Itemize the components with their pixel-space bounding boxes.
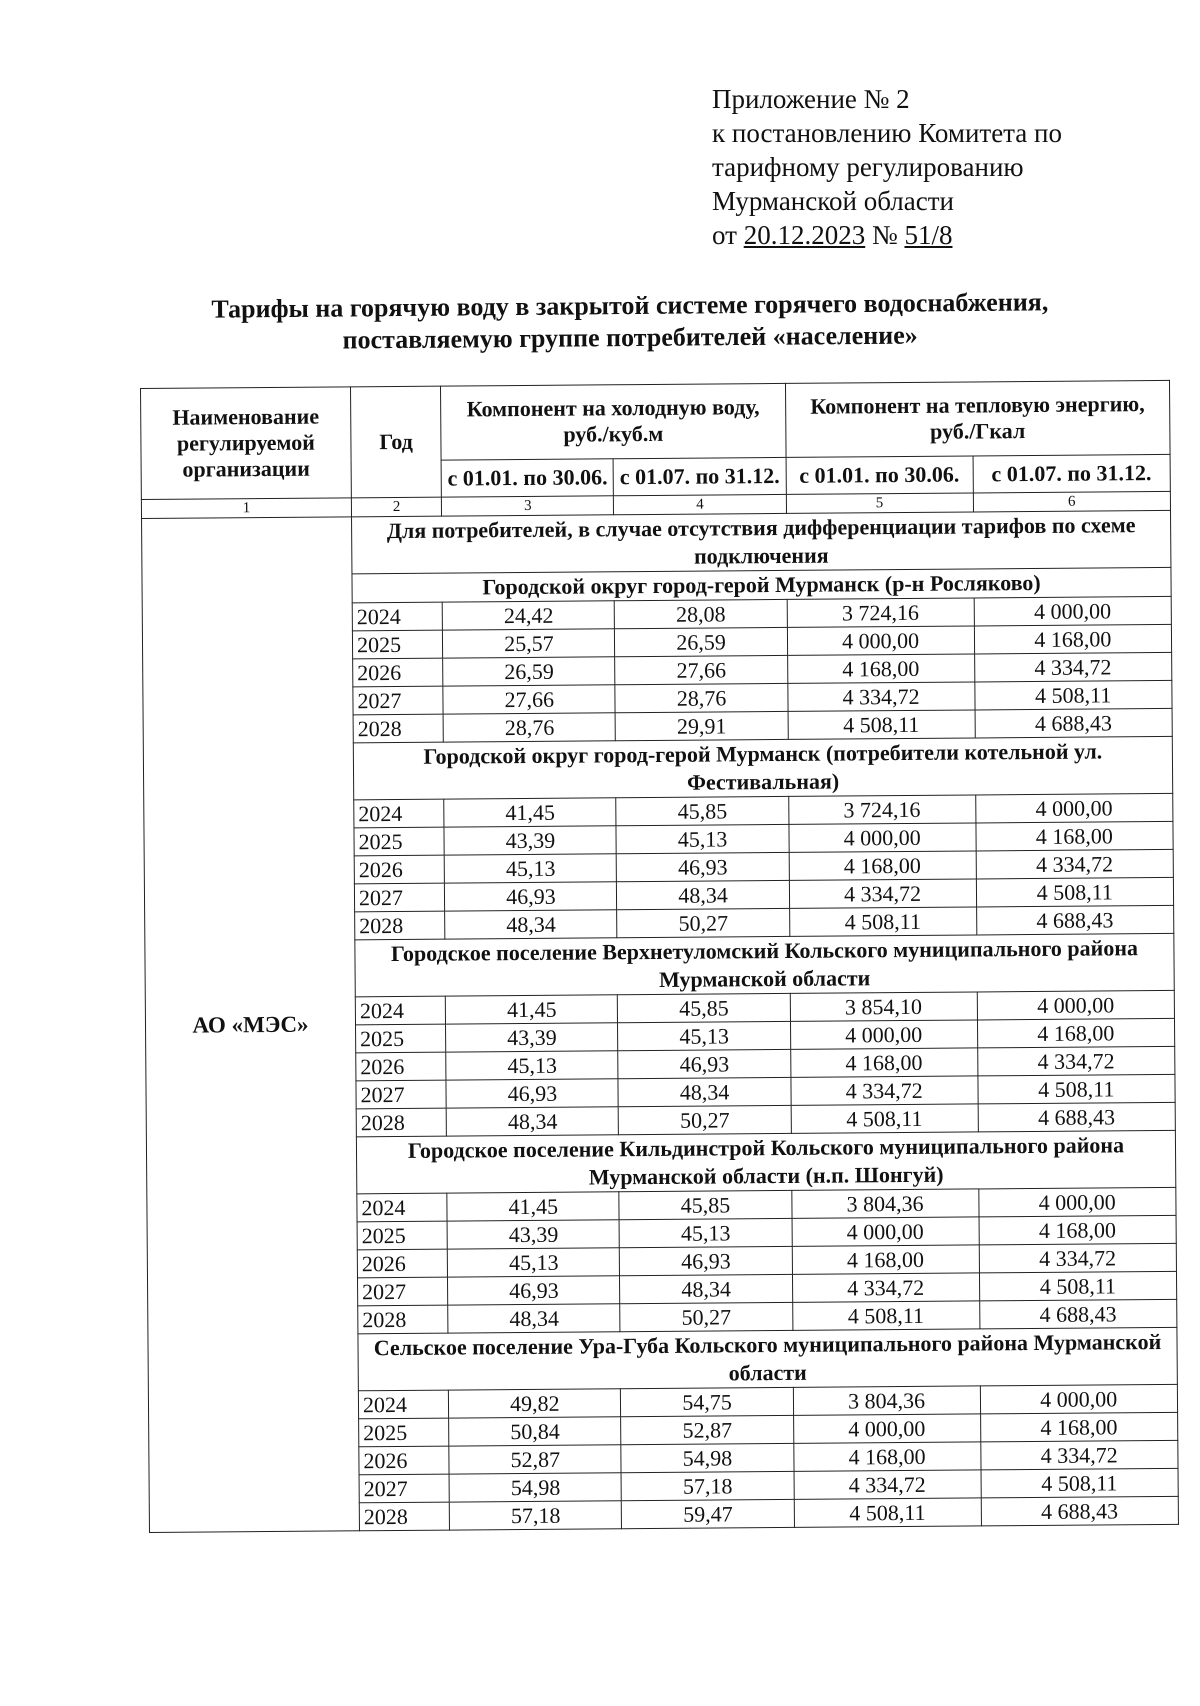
tariff-cell: 4 508,11 [976,877,1174,907]
tariff-cell: 45,13 [616,824,788,853]
tariff-cell: 46,93 [618,1049,790,1078]
tariff-cell: 4 508,11 [792,1301,979,1330]
tariff-cell: 52,87 [449,1445,621,1474]
tariff-cell: 3 854,10 [790,992,977,1021]
tariff-cell: 4 334,72 [791,1076,978,1105]
tariff-cell: 4 334,72 [977,1046,1175,1076]
tariff-cell: 46,93 [446,1079,618,1108]
tariff-cell: 27,66 [615,655,787,684]
tariff-cell: 4 334,72 [787,682,974,711]
tariff-cell: 4 508,11 [977,1074,1175,1104]
tariff-cell: 4 168,00 [793,1442,980,1471]
title-line: поставляемую группе потребителей «население» [342,320,918,355]
title-line: Тарифы на горячую воду в закрытой системе горячего водоснабжения, [211,287,1049,324]
tariff-cell: 4 168,00 [974,624,1172,654]
tariff-cell: 4 000,00 [975,793,1173,823]
tariff-cell: 4 000,00 [793,1414,980,1443]
tariff-cell: 26,59 [443,657,615,686]
tariff-cell: 43,39 [447,1220,619,1249]
tariff-cell: 4 168,00 [975,821,1173,851]
tariff-cell: 3 724,16 [787,598,974,627]
year-cell: 2027 [356,1080,447,1109]
tariff-cell: 45,13 [618,1021,790,1050]
tariff-table [140,380,1179,1533]
tariff-cell: 28,08 [615,599,787,628]
tariff-cell: 46,93 [445,882,617,911]
tariff-cell: 4 168,00 [790,1048,977,1077]
tariff-cell: 4 688,43 [979,1299,1177,1329]
year-cell: 2026 [353,658,444,687]
year-cell: 2028 [356,1108,447,1137]
year-cell: 2026 [357,1249,448,1278]
tariff-cell: 3 804,36 [793,1386,980,1415]
tariff-cell: 29,91 [616,711,788,740]
tariff-cell: 41,45 [447,1192,619,1221]
tariff-cell: 46,93 [448,1276,620,1305]
tariff-cell: 48,34 [618,1077,790,1106]
tariff-cell: 45,85 [619,1190,791,1219]
tariff-cell: 3 724,16 [788,795,975,824]
tariff-cell: 4 334,72 [980,1440,1178,1470]
tariff-cell: 48,34 [445,910,617,939]
tariff-cell: 4 688,43 [981,1496,1179,1526]
tariff-cell: 50,27 [620,1302,792,1331]
tariff-cell: 45,13 [448,1248,620,1277]
tariff-cell: 45,85 [618,993,790,1022]
year-cell: 2027 [353,686,444,715]
year-cell: 2026 [354,855,445,884]
group-name: Городской округ город-герой Мурманск (потребители котельной ул. Фестивальная) [353,736,1172,799]
year-cell: 2025 [355,1024,446,1053]
header-period: с 01.07. по 31.12. [614,457,786,496]
year-cell: 2027 [357,1277,448,1306]
tariff-cell: 4 334,72 [976,849,1174,879]
tariff-cell: 4 168,00 [977,1018,1175,1048]
year-cell: 2025 [357,1221,448,1250]
appendix-date-line [712,218,1062,252]
tariff-cell: 4 168,00 [980,1412,1178,1442]
column-index: 2 [351,497,441,517]
tariff-cell: 45,13 [444,854,616,883]
column-index: 5 [786,493,973,513]
tariff-cell: 4 334,72 [974,652,1172,682]
year-cell: 2027 [359,1474,450,1503]
tariff-cell: 26,59 [615,627,787,656]
tariff-cell: 28,76 [443,713,615,742]
tariff-cell: 48,34 [620,1274,792,1303]
appendix-line: тарифному регулированию [712,152,1024,182]
tariff-cell: 4 000,00 [787,626,974,655]
tariff-cell: 4 168,00 [979,1215,1177,1245]
year-cell: 2025 [359,1418,450,1447]
year-cell: 2024 [352,602,443,631]
appendix-line: Мурманской области [712,186,954,216]
column-index: 3 [442,496,614,516]
tariff-cell: 4 508,11 [979,1271,1177,1301]
header-org: Наименование регулируемой организации [141,387,352,500]
tariff-cell: 54,98 [449,1473,621,1502]
tariff-cell: 4 334,72 [979,1243,1177,1273]
number-prefix: № [865,220,905,250]
header-heat-energy: Компонент на тепловую энергию, руб./Гкал [785,380,1170,457]
year-cell: 2027 [354,883,445,912]
header-cold-water: Компонент на холодную воду, руб./куб.м [441,383,786,459]
tariff-cell: 25,57 [443,629,615,658]
tariff-cell: 48,34 [617,880,789,909]
column-index: 4 [614,494,786,514]
tariff-cell: 49,82 [449,1389,621,1418]
organization-name: АО «МЭС» [142,517,360,1533]
tariff-cell: 43,39 [446,1023,618,1052]
tariff-cell: 50,27 [619,1105,791,1134]
tariff-cell: 3 804,36 [791,1189,978,1218]
tariff-cell: 4 000,00 [790,1020,977,1049]
tariff-cell: 43,39 [444,826,616,855]
header-period: с 01.01. по 30.06. [441,458,613,497]
date-prefix: от [712,220,744,250]
tariff-cell: 4 000,00 [792,1217,979,1246]
tariff-cell: 4 168,00 [789,851,976,880]
note-text: Для потребителей, в случае отсутствия дифференциации тарифов по схеме подключения [352,510,1171,573]
tariff-cell: 4 688,43 [976,905,1174,935]
appendix-block [712,82,1062,252]
tariff-cell: 45,13 [620,1218,792,1247]
tariff-cell: 50,27 [617,908,789,937]
appendix-line: Приложение № 2 [712,84,910,114]
group-name: Городское поселение Верхнетуломский Кольского муниципального района Мурманской области [355,933,1174,996]
tariff-cell: 4 688,43 [975,708,1173,738]
tariff-table-body [142,510,1179,1532]
year-cell: 2024 [357,1193,448,1222]
group-name: Сельское поселение Ура-Губа Кольского муниципального района Мурманской области [358,1327,1177,1390]
year-cell: 2025 [352,630,443,659]
group-name: Городское поселение Кильдинстрой Кольского муниципального района Мурманской области (н.п. Шонгуй) [356,1130,1175,1193]
tariff-cell: 45,13 [446,1051,618,1080]
tariff-cell: 4 000,00 [789,823,976,852]
tariff-cell: 4 508,11 [789,907,976,936]
year-cell: 2028 [358,1305,449,1334]
year-cell: 2028 [355,911,446,940]
tariff-cell: 4 000,00 [978,1187,1176,1217]
tariff-cell: 45,85 [616,796,788,825]
tariff-cell: 57,18 [450,1501,622,1530]
column-index: 6 [973,491,1171,512]
tariff-cell: 4 334,72 [792,1273,979,1302]
tariff-cell: 48,34 [448,1304,620,1333]
year-cell: 2026 [359,1446,450,1475]
tariff-cell: 41,45 [444,798,616,827]
year-cell: 2028 [353,714,444,743]
tariff-cell: 54,75 [621,1387,793,1416]
tariff-cell: 57,18 [622,1471,794,1500]
document-title [140,286,1121,359]
tariff-cell: 4 334,72 [789,879,976,908]
tariff-cell: 4 334,72 [794,1470,981,1499]
year-cell: 2026 [356,1052,447,1081]
tariff-cell: 27,66 [443,685,615,714]
note-row [142,510,1171,575]
tariff-cell: 50,84 [449,1417,621,1446]
resolution-date: 20.12.2023 [743,220,866,250]
year-cell: 2024 [358,1390,449,1419]
tariff-cell: 41,45 [446,995,618,1024]
tariff-cell: 4 168,00 [787,654,974,683]
tariff-cell: 4 508,11 [788,710,975,739]
tariff-cell: 4 000,00 [977,990,1175,1020]
column-index: 1 [141,498,351,519]
tariff-cell: 54,98 [621,1443,793,1472]
tariff-cell: 46,93 [620,1246,792,1275]
tariff-cell: 24,42 [442,601,614,630]
year-cell: 2025 [354,827,445,856]
tariff-cell: 4 168,00 [792,1245,979,1274]
year-cell: 2024 [354,799,445,828]
tariff-cell: 4 508,11 [794,1498,981,1527]
tariff-cell: 4 508,11 [974,680,1172,710]
year-cell: 2028 [359,1502,450,1531]
tariff-cell: 4 508,11 [791,1104,978,1133]
group-name: Городской округ город-герой Мурманск (р-н Росляково) [352,567,1171,602]
tariff-cell: 4 000,00 [980,1384,1178,1414]
header-period: с 01.01. по 30.06. [786,455,973,494]
header-period: с 01.07. по 31.12. [973,454,1171,493]
tariff-cell: 52,87 [621,1415,793,1444]
tariff-cell: 28,76 [615,683,787,712]
tariff-cell: 4 000,00 [974,596,1172,626]
resolution-number: 51/8 [904,220,953,250]
tariff-cell: 46,93 [617,852,789,881]
tariff-cell: 4 688,43 [978,1102,1176,1132]
header-year: Год [350,386,441,498]
tariff-cell: 48,34 [446,1107,618,1136]
tariff-cell: 59,47 [622,1499,794,1528]
year-cell: 2024 [355,996,446,1025]
appendix-line: к постановлению Комитета по [712,118,1062,148]
tariff-cell: 4 508,11 [981,1468,1179,1498]
